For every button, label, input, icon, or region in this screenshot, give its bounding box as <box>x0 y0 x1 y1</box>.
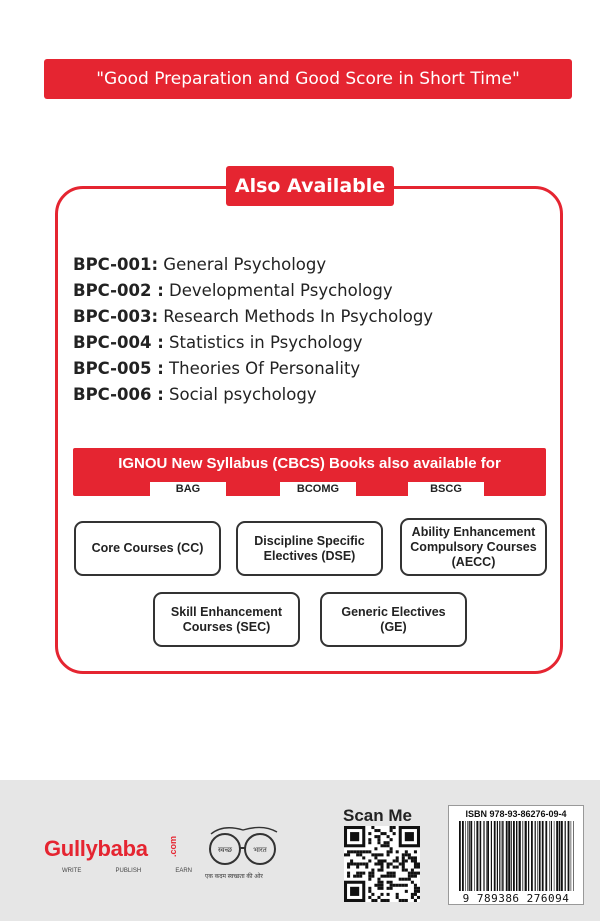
book-title: Research Methods In Psychology <box>158 307 434 326</box>
book-title: Developmental Psychology <box>163 281 393 300</box>
isbn-barcode-box <box>448 805 584 905</box>
book-code: BPC-003: <box>73 307 159 326</box>
book-title: Social psychology <box>163 385 317 404</box>
logo-tagline: EARN <box>175 868 192 874</box>
course-box-dse <box>236 521 383 576</box>
swachh-caption: एक कदम स्वच्छता की ओर <box>205 874 263 880</box>
book-code: BPC-002 : <box>73 281 164 300</box>
book-code: BPC-005 : <box>73 359 164 378</box>
syllabus-heading: IGNOU New Syllabus (CBCS) Books also available for <box>118 455 501 472</box>
course-box-aecc <box>400 518 547 576</box>
program-tag-bcomg: BCOMG <box>280 482 356 496</box>
bharat-word: भारत <box>253 846 267 854</box>
qr-code-icon <box>344 826 420 902</box>
course-box-cc <box>74 521 221 576</box>
list-item <box>73 356 433 382</box>
course-box-sec <box>153 592 300 647</box>
logo-tagline: PUBLISH <box>115 868 142 874</box>
swachh-word: स्वच्छ <box>217 846 233 854</box>
book-title: General Psychology <box>158 255 327 274</box>
gullybaba-logo: Gullybaba <box>44 836 148 861</box>
course-label: Core Courses (CC) <box>91 541 204 555</box>
book-code: BPC-001: <box>73 255 159 274</box>
book-code: BPC-006 : <box>73 385 164 404</box>
logo-tagline: WRITE <box>62 868 82 874</box>
course-box-ge <box>320 592 467 647</box>
also-available-title: Also Available <box>226 166 394 206</box>
program-tag-bscg: BSCG <box>408 482 484 496</box>
tagline-banner: "Good Preparation and Good Score in Short Time" <box>44 59 572 99</box>
list-item <box>73 330 433 356</box>
course-label: Skill Enhancement Courses (SEC) <box>170 604 283 634</box>
logo-suffix: .com <box>168 836 178 858</box>
book-code: BPC-004 : <box>73 333 164 352</box>
barcode-icon <box>457 821 577 891</box>
book-list <box>73 252 433 408</box>
list-item <box>73 382 433 408</box>
isbn-digits: 9 789386 276094 <box>462 892 570 905</box>
course-label: Ability Enhancement Compulsory Courses (AECC) <box>410 524 537 569</box>
list-item <box>73 278 433 304</box>
swachh-bharat-glasses-icon <box>203 822 283 872</box>
course-label: Generic Electives (GE) <box>341 604 446 634</box>
program-tag-bag: BAG <box>150 482 226 496</box>
list-item <box>73 252 433 278</box>
scan-me-label: Scan Me <box>343 806 412 825</box>
isbn-label: ISBN 978-93-86276-09-4 <box>465 809 567 819</box>
course-label: Discipline Specific Electives (DSE) <box>254 533 365 563</box>
list-item <box>73 304 433 330</box>
book-title: Statistics in Psychology <box>163 333 363 352</box>
book-title: Theories Of Personality <box>163 359 361 378</box>
logo-taglines <box>62 868 192 874</box>
